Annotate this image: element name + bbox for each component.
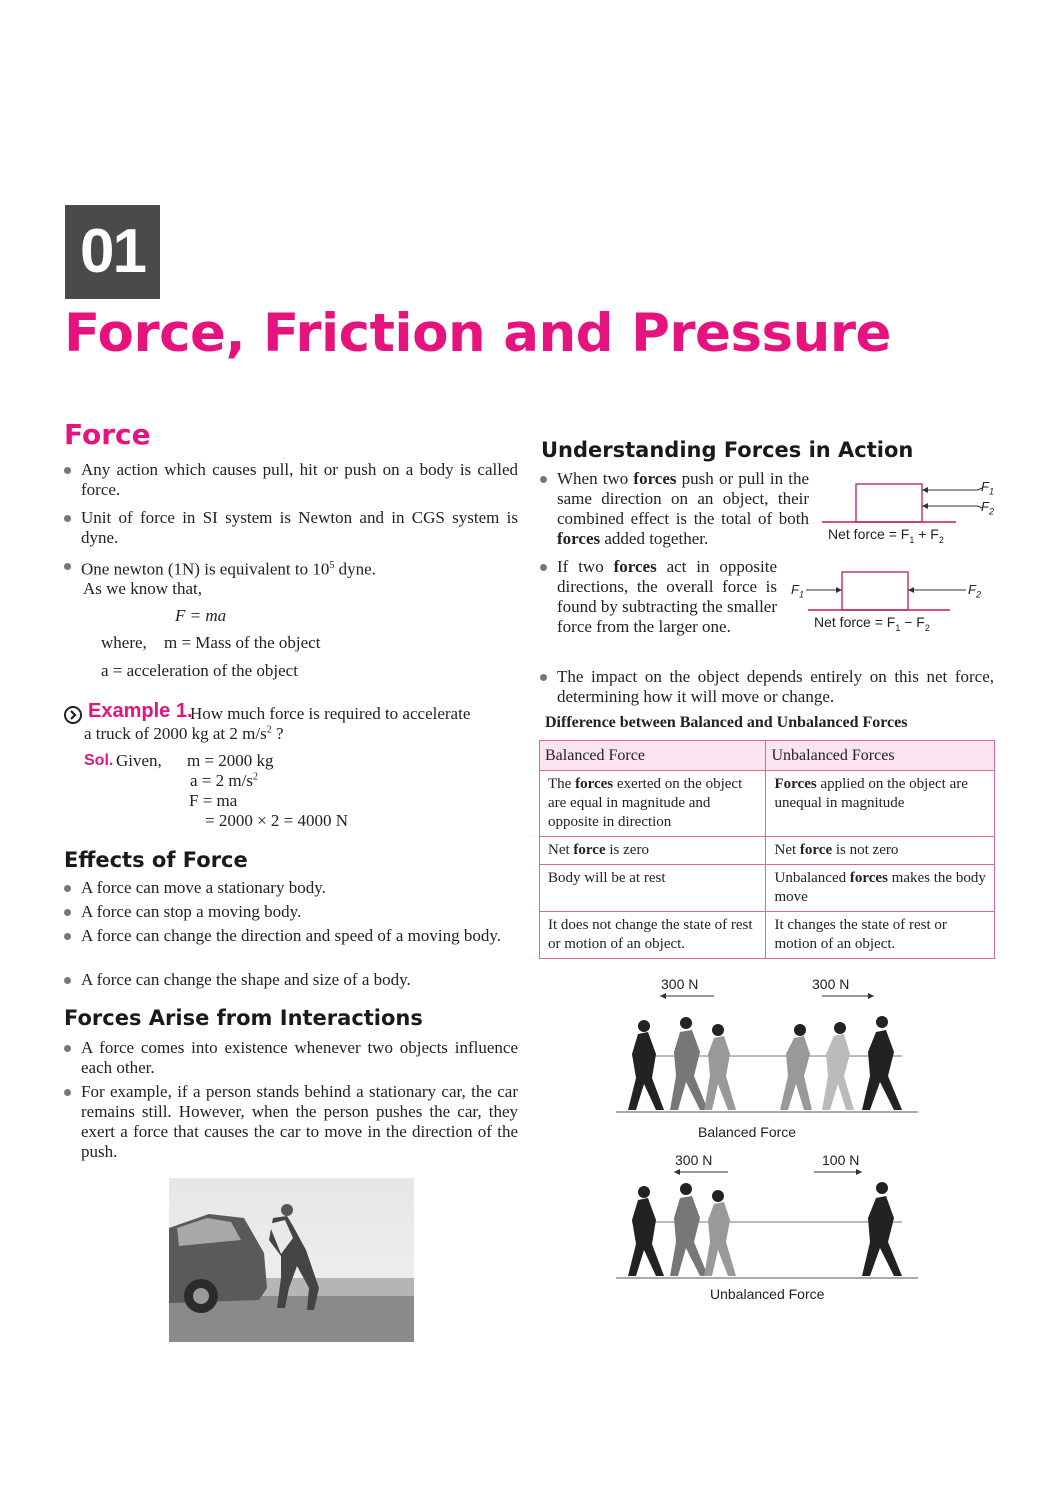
- table-cell: Net force is not zero: [766, 837, 995, 865]
- example-arrow-icon: [64, 706, 82, 728]
- example-question-line2: a truck of 2000 kg at 2 $m/s^2$ ?: [84, 724, 284, 743]
- bullet-icon: [64, 1089, 71, 1096]
- table-cell: Unbalanced forces makes the body move: [766, 865, 995, 912]
- f1-label: $F_1$: [981, 479, 994, 497]
- chapter-title: Force, Friction and Pressure: [64, 303, 891, 364]
- example-question: How much force is required to accelerate: [190, 704, 471, 723]
- bullet-icon: [540, 476, 547, 483]
- unbalanced-caption: Unbalanced Force: [710, 1286, 825, 1302]
- section-heading-force: Force: [64, 418, 151, 451]
- header-balanced: Balanced Force: [540, 741, 766, 771]
- bullet-icon: [64, 515, 71, 522]
- given-f: F = ma: [189, 791, 238, 810]
- right-force-label: 100 N: [822, 1152, 860, 1168]
- list-item: When two forces push or pull in the same direction on an object, their combined effect is the total of both forces added together.: [557, 469, 809, 549]
- understanding-heading: Understanding Forces in Action: [541, 438, 914, 462]
- chapter-number: 01: [65, 205, 160, 299]
- list-item: If two forces act in opposite directions, the overall force is found by subtracting the smaller force from the larger one.: [557, 557, 777, 637]
- net-force-difference-label: Net force = $F_1 - F_2$: [814, 614, 930, 633]
- balanced-caption: Balanced Force: [698, 1124, 797, 1140]
- bullet-icon: [64, 563, 71, 570]
- bullet-icon: [540, 564, 547, 571]
- left-force-label: 300 N: [661, 976, 699, 992]
- table-header-row: [540, 741, 995, 771]
- table-cell: The forces exerted on the object are equal in magnitude and opposite in direction: [540, 771, 766, 837]
- left-force-label: 300 N: [675, 1152, 713, 1168]
- person-pushing-car-photo: [169, 1178, 414, 1342]
- list-item: A force can change the shape and size of a body.: [81, 970, 518, 990]
- text-line: As we know that,: [83, 579, 202, 598]
- table-row: [540, 865, 995, 912]
- table-cell: Body will be at rest: [540, 865, 766, 912]
- difference-table: [539, 740, 995, 959]
- where-m: m = Mass of the object: [164, 633, 321, 652]
- balanced-tug-of-war-illustration: [612, 992, 922, 1118]
- table-row: [540, 912, 995, 959]
- f2-label: $F_2$: [981, 499, 994, 517]
- list-item: One newton (1N) is equivalent to $10^5$ dyne.: [81, 556, 518, 580]
- where-label: where,: [101, 633, 147, 652]
- list-item: Unit of force in SI system is Newton and in CGS system is dyne.: [81, 508, 518, 548]
- table-cell: Forces applied on the object are unequal in magnitude: [766, 771, 995, 837]
- where-a: a = acceleration of the object: [101, 661, 298, 680]
- table-cell: It changes the state of rest or motion of an object.: [766, 912, 995, 959]
- bullet-icon: [64, 467, 71, 474]
- net-force-sum-label: Net force = $F_1 + F_2$: [828, 526, 944, 545]
- bullet-icon: [64, 977, 71, 984]
- formula: F = ma: [175, 606, 227, 625]
- sol-label: Sol.: [84, 752, 114, 769]
- effects-heading: Effects of Force: [64, 848, 248, 872]
- list-item: A force comes into existence whenever two objects influence each other.: [81, 1038, 518, 1078]
- interactions-heading: Forces Arise from Interactions: [64, 1006, 423, 1030]
- list-item: A force can move a stationary body.: [81, 878, 518, 898]
- bullet-icon: [64, 1045, 71, 1052]
- table-cell: It does not change the state of rest or motion of an object.: [540, 912, 766, 959]
- given-a: a = 2 $m/s^2$: [190, 771, 258, 790]
- bullet-icon: [64, 933, 71, 940]
- list-item: A force can change the direction and speed of a moving body.: [81, 926, 518, 946]
- bullet-icon: [64, 909, 71, 916]
- list-item: Any action which causes pull, hit or push on a body is called force.: [81, 460, 518, 500]
- example-label: Example 1.: [88, 700, 193, 722]
- header-unbalanced: Unbalanced Forces: [766, 741, 995, 771]
- given-m: m = 2000 kg: [187, 751, 274, 770]
- list-item: A force can stop a moving body.: [81, 902, 518, 922]
- table-row: [540, 771, 995, 837]
- unbalanced-tug-of-war-illustration: [612, 1168, 922, 1284]
- list-item: For example, if a person stands behind a stationary car, the car remains still. However, when the person pushes the car, they exert a force that causes the car to move in the direction of the push.: [81, 1082, 518, 1162]
- table-row: [540, 837, 995, 865]
- bullet-icon: [64, 885, 71, 892]
- f2-label: $F_2$: [968, 582, 981, 600]
- opposite-force-diagram: [790, 568, 990, 618]
- difference-title: Difference between Balanced and Unbalanced Forces: [545, 714, 908, 731]
- bullet-icon: [540, 674, 547, 681]
- table-cell: Net force is zero: [540, 837, 766, 865]
- given-label: Given,: [116, 751, 162, 770]
- given-result: = 2000 × 2 = 4000 N: [205, 811, 349, 830]
- f1-label: $F_1$: [791, 582, 804, 600]
- list-item: The impact on the object depends entirely on this net force, determining how it will move or change.: [557, 667, 994, 707]
- right-force-label: 300 N: [812, 976, 850, 992]
